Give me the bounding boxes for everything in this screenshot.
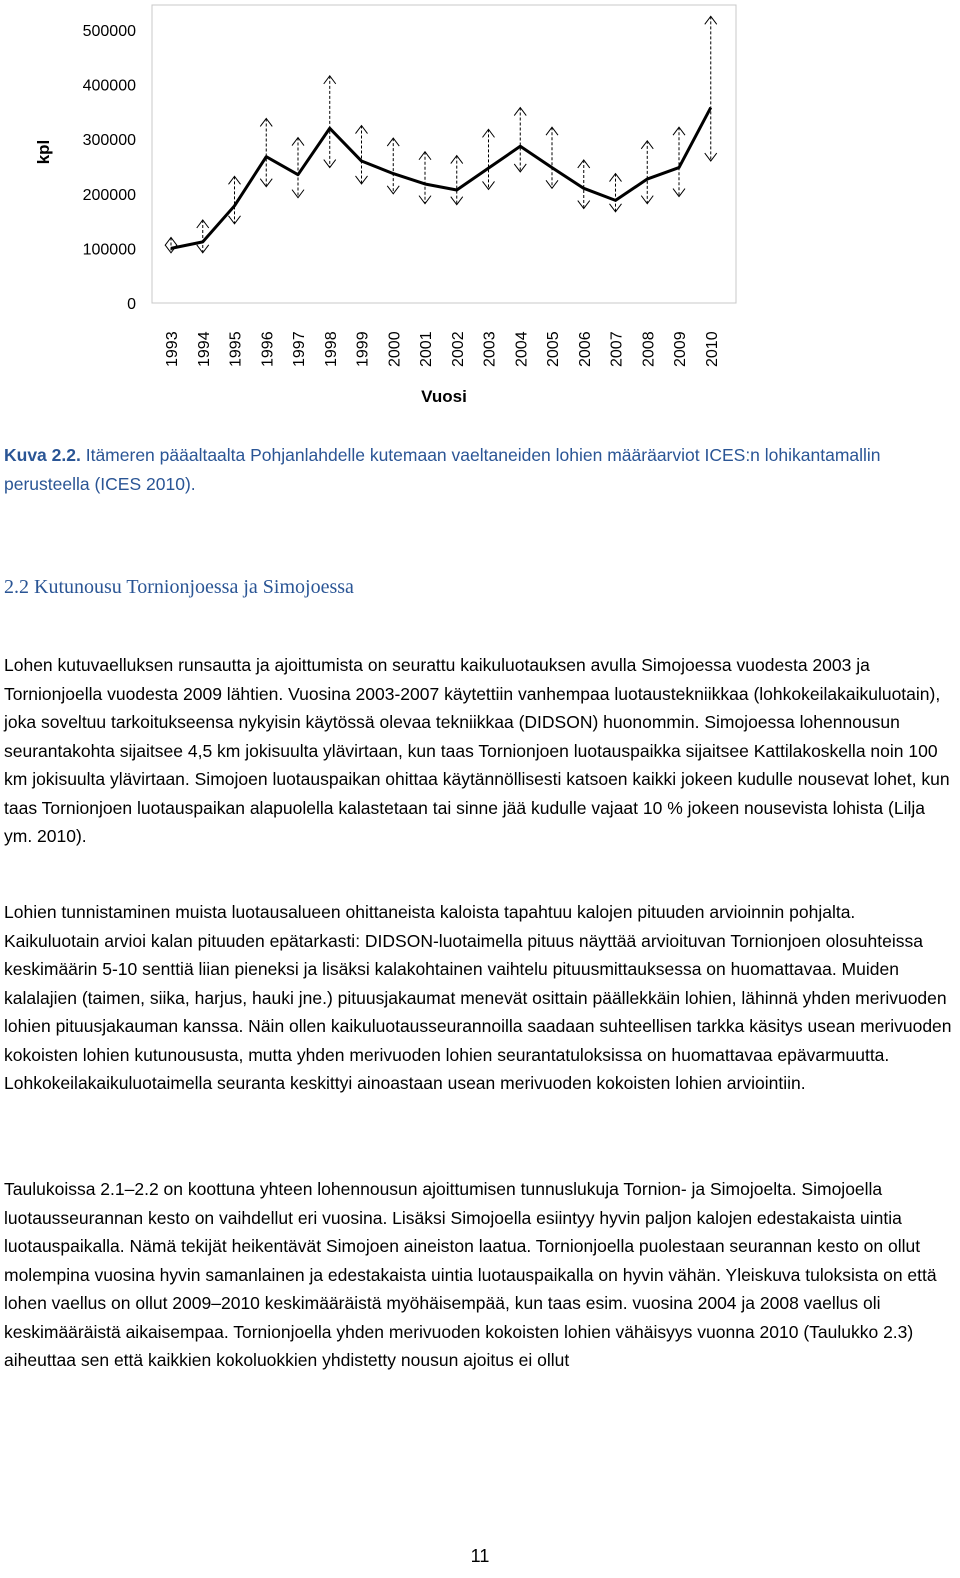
x-tick-label: 1999 — [354, 331, 372, 367]
paragraph-3: Taulukoissa 2.1–2.2 on koottuna yhteen lohennousun ajoittumisen tunnuslukuja Tornion- ja Simojoelta. Simojoella luotausseurannan kesto on vaihdellut eri vuosina. Lisäksi Simojoella esiintyy hyvin paljon kalojen edestakaista uintia luotauspaikalla. Nämä tekijät heikentävät Simojoen aineiston laatua. Tornionjoella puolestaan seurannan kesto on ollut molempina vuosina hyvin samanlainen ja edestakaista uintia luotauspaikalla on hyvin vähän. Yleiskuva tuloksista on että lohen vaellus on ollut 2009–2010 keskimääräistä myöhäisempää, kun taas esim. vuosina 2004 ja 2008 vaellus oli keskimääräistä aikaisempaa. Tornionjoella yhden merivuoden kokoisten lohien vähäisyys vuonna 2010 (Taulukko 2.3) aiheuttaa sen että kaikkien kokoluokkien yhdistetty nousun ajoitus ei ollut — [4, 1179, 937, 1370]
paragraph-2: Lohien tunnistaminen muista luotausalueen ohittaneista kaloista tapahtuu kalojen pituuden arvioinnin pohjalta. Kaikuluotain arvioi kalan pituuden epätarkasti: DIDSON-luotaimella pituus näyttää arvioituvan Tornionjoen olosuhteissa keskimäärin 5-10 senttiä liian pieneksi ja lisäksi kalakohtainen vaihtelu pituusmittauksessa on huomattavaa. Muiden kalalajien (taimen, siika, harjus, hauki jne.) pituusjakaumat menevät osittain päällekkäin lohien, lähinnä yhden merivuoden lohien pituusjakauman kanssa. Näin ollen kaikuluotausseurannoilla saadaan suhteellisen tarkka käsitys usean merivuoden kokoisten lohien kutunoususta, mutta yhden merivuoden lohien seurantatuloksissa on huomattavaa epävarmuutta. Lohkokeilakaikuluotaimella seuranta keskittyi ainoastaan usean merivuoden kokoisten lohien arviointiin. — [4, 902, 952, 1093]
x-tick-label: 2009 — [672, 331, 689, 367]
x-tick-label: 1995 — [227, 331, 245, 367]
section-title: 2.2 Kutunousu Tornionjoessa ja Simojoessa — [4, 576, 354, 598]
y-tick-label: 500000 — [82, 23, 136, 40]
page-number: 11 — [470, 1546, 490, 1566]
salmon-estimate-chart — [0, 0, 960, 420]
x-tick-label: 1994 — [195, 331, 213, 367]
x-axis-label: Vuosi — [421, 387, 467, 406]
x-tick-label: 1997 — [291, 331, 308, 367]
x-tick-label: 2003 — [481, 331, 499, 367]
y-tick-label: 400000 — [82, 77, 136, 95]
caption-label: Kuva 2.2. — [4, 445, 81, 465]
x-tick-label: 2005 — [545, 331, 562, 367]
x-tick-label: 2002 — [449, 331, 467, 367]
y-tick-label: 100000 — [82, 241, 136, 259]
y-tick-label: 300000 — [82, 132, 136, 150]
plot-frame — [152, 5, 736, 303]
x-tick-label: 2001 — [418, 331, 435, 367]
x-tick-label: 2004 — [513, 331, 531, 367]
x-tick-label: 2007 — [608, 331, 626, 367]
x-tick-label: 2010 — [703, 331, 721, 367]
figure-caption — [4, 441, 944, 499]
x-tick-label: 1996 — [259, 331, 277, 367]
x-tick-label: 2000 — [386, 331, 404, 367]
y-tick-label: 0 — [127, 296, 136, 313]
x-tick-label: 2008 — [640, 331, 658, 367]
series-line — [171, 108, 711, 249]
y-axis-label: kpl — [34, 139, 53, 165]
y-tick-label: 200000 — [82, 186, 136, 204]
paragraph-1: Lohen kutuvaelluksen runsautta ja ajoittumista on seurattu kaikuluotauksen avulla Simojoessa vuodesta 2003 ja Tornionjoella vuodesta 2009 lähtien. Vuosina 2003-2007 käytettiin vanhempaa luotaustekniikkaa (lohkokeilakaikuluotain), joka soveltuu tarkoitukseensa nykyisin käytössä olevaa tekniikkaa (DIDSON) huonommin. Simojoessa lohennousun seurantakohta sijaitsee 4,5 km jokisuulta ylävirtaan, kun taas Tornionjoen luotauspaikka sijaitsee Kattilakoskella noin 100 km jokisuulta ylävirtaan. Simojoen luotauspaikan ohittaa käytännöllisesti katsoen kaikki jokeen kudulle nousevat lohet, kun taas Tornionjoen luotauspaikan alapuolella kalastetaan tai sinne jää kudulle vajaat 10 % jokeen nousevista lohista (Lilja ym. 2010). — [4, 655, 950, 846]
x-tick-label: 1993 — [164, 331, 181, 367]
x-tick-label: 1998 — [322, 331, 340, 367]
caption-text: Itämeren pääaltaalta Pohjanlahdelle kutemaan vaeltaneiden lohien määräarviot ICES:n lohikantamallin perusteella (ICES 2010). — [4, 445, 881, 494]
x-tick-label: 2006 — [576, 331, 594, 367]
